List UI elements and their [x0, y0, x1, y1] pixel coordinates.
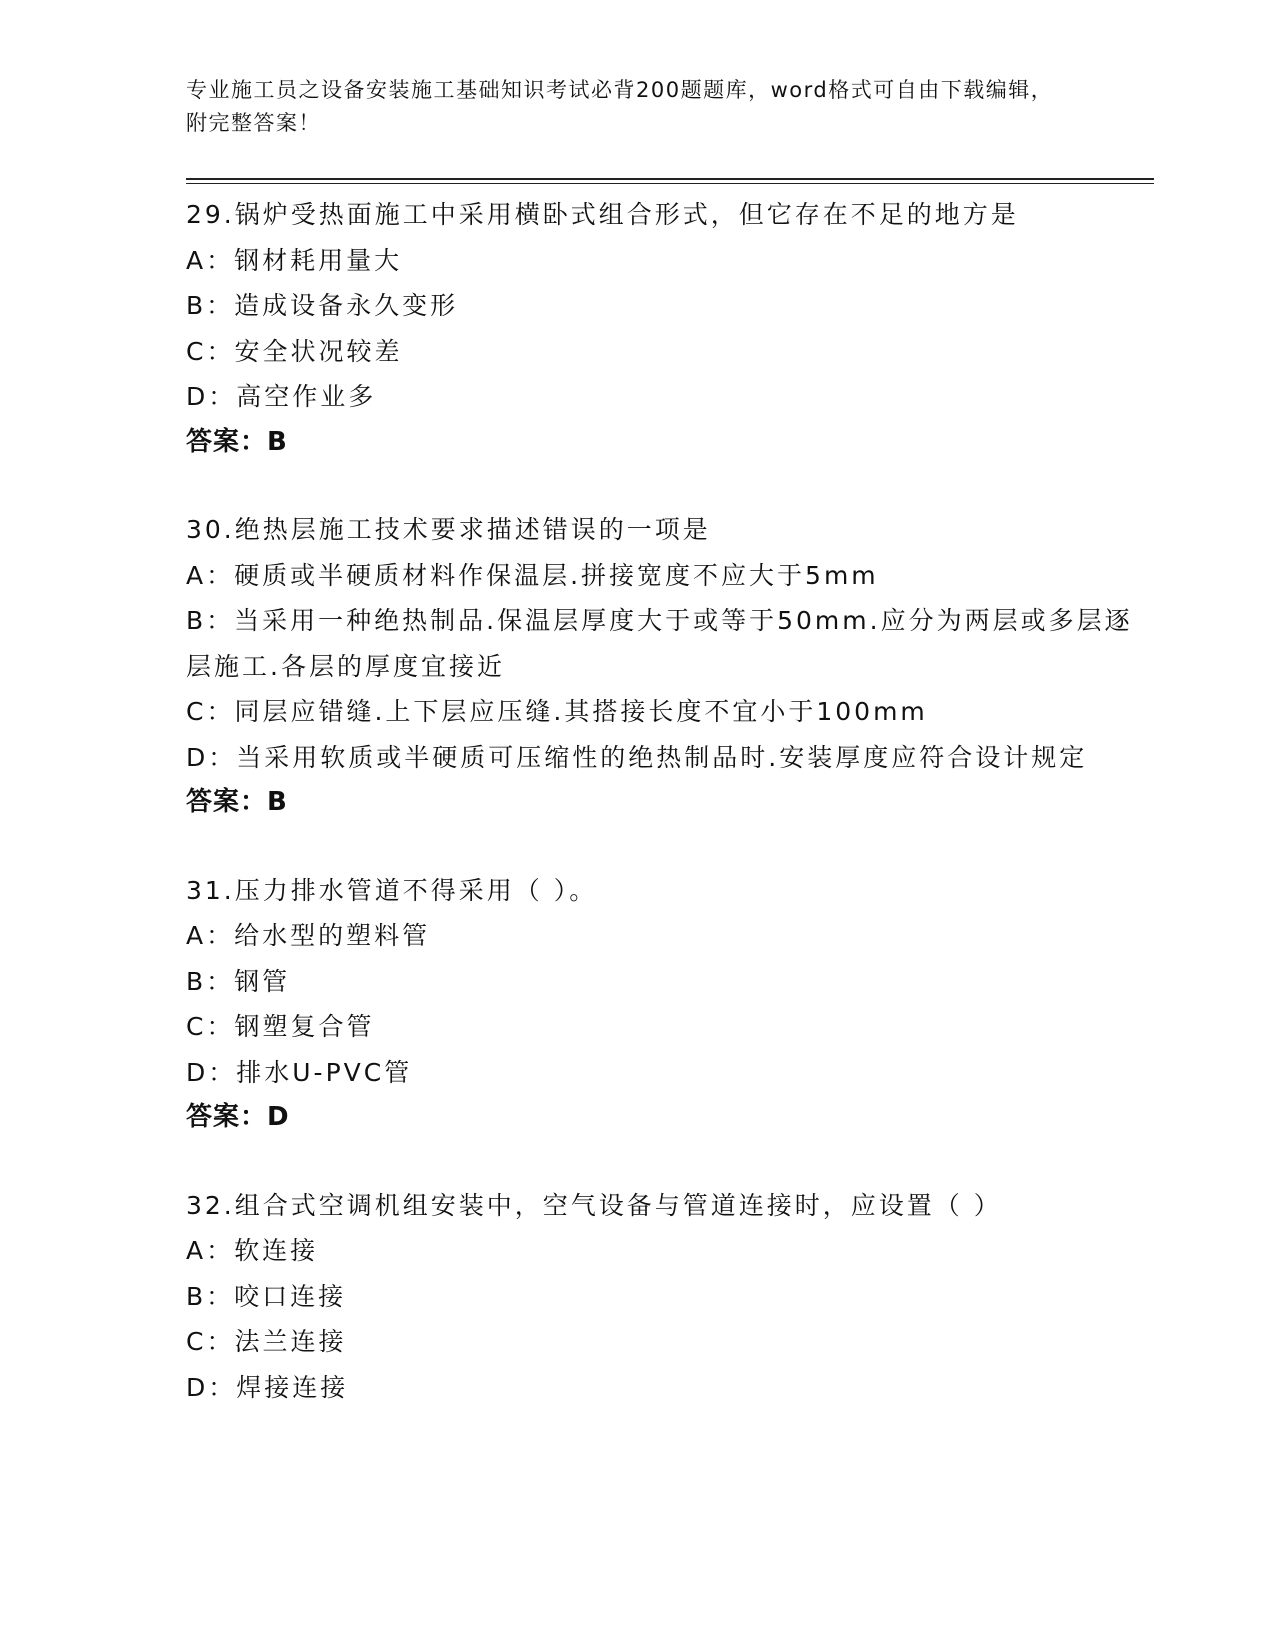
- document-header: 专业施工员之设备安装施工基础知识考试必背200题题库，word格式可自由下载编辑，附完整答案！: [186, 78, 1054, 135]
- option-d: D：当采用软质或半硬质可压缩性的绝热制品时.安装厚度应符合设计规定: [186, 742, 1088, 772]
- question-stem: 32.组合式空调机组安装中，空气设备与管道连接时，应设置（ ）: [186, 1190, 1002, 1220]
- question-stem: 29.锅炉受热面施工中采用横卧式组合形式，但它存在不足的地方是: [186, 200, 1019, 229]
- option-d: D：排水U-PVC管: [186, 1057, 413, 1087]
- answer-label: 答案：B: [186, 787, 288, 817]
- option-c: C：同层应错缝.上下层应压缝.其搭接长度不宜小于100mm: [186, 697, 928, 726]
- option-a: A：给水型的塑料管: [186, 921, 431, 950]
- question-stem: 31.压力排水管道不得采用（ ）。: [186, 875, 598, 905]
- option-a: A：软连接: [186, 1236, 319, 1265]
- option-c: C：法兰连接: [186, 1327, 347, 1356]
- answer-label: 答案：B: [186, 426, 288, 457]
- option-c: C：钢塑复合管: [186, 1012, 375, 1041]
- question-list: [186, 192, 1156, 1410]
- option-c: C：安全状况较差: [186, 336, 403, 366]
- option-b: B：咬口连接: [186, 1281, 347, 1311]
- header-divider: [186, 178, 1154, 184]
- option-b: B：钢管: [186, 966, 291, 996]
- option-b: B：当采用一种绝热制品.保温层厚度大于或等于50mm.应分为两层或多层逐层施工.各层的厚度宜接近: [186, 606, 1133, 681]
- question-29: [186, 192, 1156, 465]
- document-page: [186, 0, 1156, 1452]
- option-d: D：高空作业多: [186, 382, 377, 411]
- question-stem: 30.绝热层施工技术要求描述错误的一项是: [186, 515, 711, 544]
- option-a: A：钢材耗用量大: [186, 245, 403, 275]
- answer-label: 答案：D: [186, 1102, 290, 1132]
- option-b: B：造成设备永久变形: [186, 291, 459, 320]
- option-a: A：硬质或半硬质材料作保温层.拼接宽度不应大于5mm: [186, 560, 879, 590]
- question-30: [186, 507, 1156, 826]
- question-31: [186, 868, 1156, 1141]
- option-d: D：焊接连接: [186, 1372, 349, 1402]
- question-32: [186, 1183, 1156, 1411]
